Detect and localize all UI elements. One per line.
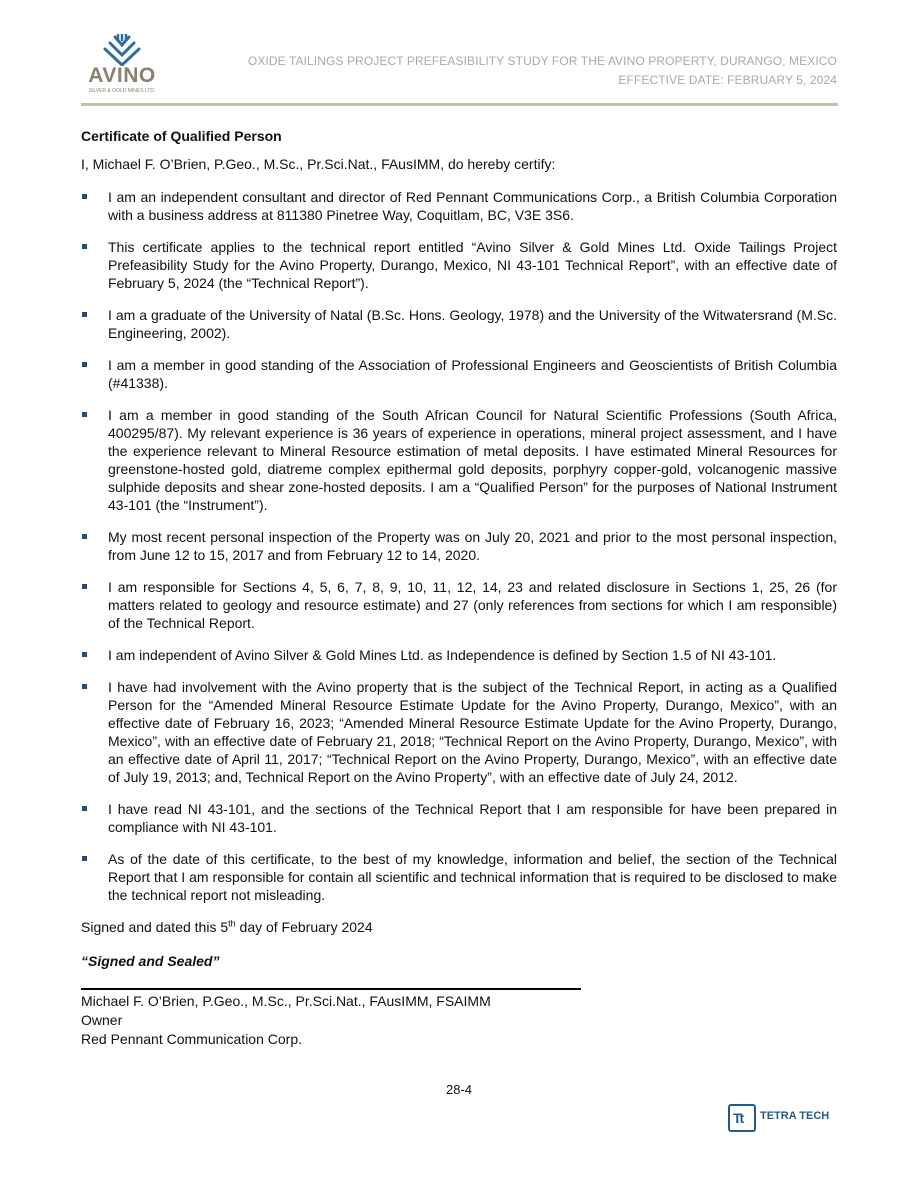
page-number: 28-4	[445, 1082, 473, 1097]
list-item	[81, 528, 837, 564]
tetra-tech-logo	[728, 1104, 838, 1132]
list-item	[81, 678, 837, 786]
list-item-text: I am a graduate of the University of Natal (B.Sc. Hons. Geology, 1978) and the University of the Witwatersrand (M.Sc. Engineering, 2002).	[108, 307, 837, 341]
bullet-icon	[82, 362, 87, 367]
header-text	[248, 52, 837, 90]
bullet-icon	[82, 194, 87, 199]
list-item	[81, 238, 837, 292]
list-item	[81, 850, 837, 904]
signature-line	[81, 988, 581, 990]
bullet-icon	[82, 534, 87, 539]
bullet-icon	[82, 652, 87, 657]
signatory-company: Red Pennant Communication Corp.	[81, 1031, 303, 1047]
logo-subtitle: SILVER & GOLD MINES LTD.	[88, 88, 156, 94]
signed-date	[81, 918, 837, 936]
list-item	[81, 800, 837, 836]
list-item-text: I am a member in good standing of the South African Council for Natural Scientific Professions (South Africa, 400295/87). My relevant experience is 36 years of experience in operations, mineral project assessment, and I have the experience relevant to Mineral Resource estimation of metal deposits. I have estimated Mineral Resources for greenstone-hosted gold, diatreme complex epithermal gold deposits, porphyry copper-gold, volcanogenic massive sulphide deposits and shear zone-hosted deposits. I am a “Qualified Person” for the purposes of National Instrument 43-101 (the “Instrument”).	[108, 407, 837, 513]
bullet-icon	[82, 412, 87, 417]
header-divider	[81, 103, 838, 106]
tetra-tech-mark-text: Tt	[733, 1110, 743, 1126]
list-item	[81, 356, 837, 392]
signed-prefix: Signed and dated this 5	[81, 919, 229, 935]
list-item	[81, 406, 837, 514]
signed-and-sealed: “Signed and Sealed”	[81, 953, 220, 969]
page-header	[0, 0, 918, 110]
bullet-icon	[82, 856, 87, 861]
list-item-text: My most recent personal inspection of the Property was on July 20, 2021 and prior to the most personal inspection, from June 12 to 15, 2017 and from February 12 to 14, 2020.	[108, 529, 837, 563]
logo-name: AVINO	[88, 64, 156, 87]
signature-block	[81, 992, 837, 1049]
list-item-text: I am independent of Avino Silver & Gold Mines Ltd. as Independence is defined by Section 1.5 of NI 43-101.	[108, 647, 777, 663]
list-item	[81, 306, 837, 342]
certificate-body	[81, 127, 837, 1049]
list-item-text: I have read NI 43-101, and the sections of the Technical Report that I am responsible for have been prepared in compliance with NI 43-101.	[108, 801, 837, 835]
certificate-intro: I, Michael F. O’Brien, P.Geo., M.Sc., Pr.Sci.Nat., FAusIMM, do hereby certify:	[81, 156, 556, 172]
bullet-icon	[82, 312, 87, 317]
avino-logo-mark-icon	[82, 34, 162, 66]
bullet-icon	[82, 806, 87, 811]
list-item	[81, 646, 837, 664]
bullet-icon	[82, 684, 87, 689]
effective-date: EFFECTIVE DATE: FEBRUARY 5, 2024	[618, 73, 837, 87]
list-item	[81, 578, 837, 632]
signatory-role: Owner	[81, 1012, 123, 1028]
bullet-icon	[82, 584, 87, 589]
signed-suffix: day of February 2024	[235, 919, 373, 935]
certification-list	[81, 188, 837, 904]
bullet-icon	[82, 244, 87, 249]
list-item-text: As of the date of this certificate, to the best of my knowledge, information and belief, the section of the Technical Report that I am responsible for contain all scientific and technical information that is required to be disclosed to make the technical report not misleading.	[108, 851, 837, 903]
list-item-text: This certificate applies to the technical report entitled “Avino Silver & Gold Mines Ltd. Oxide Tailings Project Prefeasibility Study for the Avino Property, Durango, Mexico, NI 43-101 Technical Report”, with an effective date of February 5, 2024 (the “Technical Report”).	[108, 239, 837, 291]
list-item-text: I have had involvement with the Avino property that is the subject of the Technical Report, in acting as a Qualified Person for the “Amended Mineral Resource Estimate Update for the Avino Property, Durango, Mexico”, with an effective date of February 16, 2023; “Amended Mineral Resource Estimate Update for the Avino Property, Durango, Mexico”, with an effective date of February 21, 2018; “Technical Report on the Avino Property, Durango, Mexico”, with an effective date of April 11, 2017; “Technical Report on the Avino Property, Durango, Mexico”, with an effective date of July 19, 2013; and, Technical Report on the Avino Property”, with an effective date of July 24, 2012.	[108, 679, 837, 785]
list-item-text: I am responsible for Sections 4, 5, 6, 7, 8, 9, 10, 11, 12, 14, 23 and related disclosure in Sections 1, 25, 26 (for matters related to geology and resource estimate) and 27 (only references from sections for which I am responsible) of the Technical Report.	[108, 579, 837, 631]
certificate-title: Certificate of Qualified Person	[81, 128, 282, 144]
signatory-name: Michael F. O’Brien, P.Geo., M.Sc., Pr.Sci.Nat., FAusIMM, FSAIMM	[81, 993, 491, 1009]
signed-ordinal: th	[228, 918, 236, 929]
list-item-text: I am an independent consultant and director of Red Pennant Communications Corp., a British Columbia Corporation with a business address at 811380 Pinetree Way, Coquitlam, BC, V3E 3S6.	[108, 189, 837, 223]
list-item-text: I am a member in good standing of the Association of Professional Engineers and Geoscientists of British Columbia (#41338).	[108, 357, 837, 391]
tetra-tech-mark-icon	[728, 1104, 756, 1132]
list-item	[81, 188, 837, 224]
tetra-tech-name: TETRA TECH	[760, 1110, 830, 1122]
report-title: OXIDE TAILINGS PROJECT PREFEASIBILITY STUDY FOR THE AVINO PROPERTY, DURANGO, MEXICO	[247, 54, 837, 68]
avino-logo	[82, 34, 162, 98]
